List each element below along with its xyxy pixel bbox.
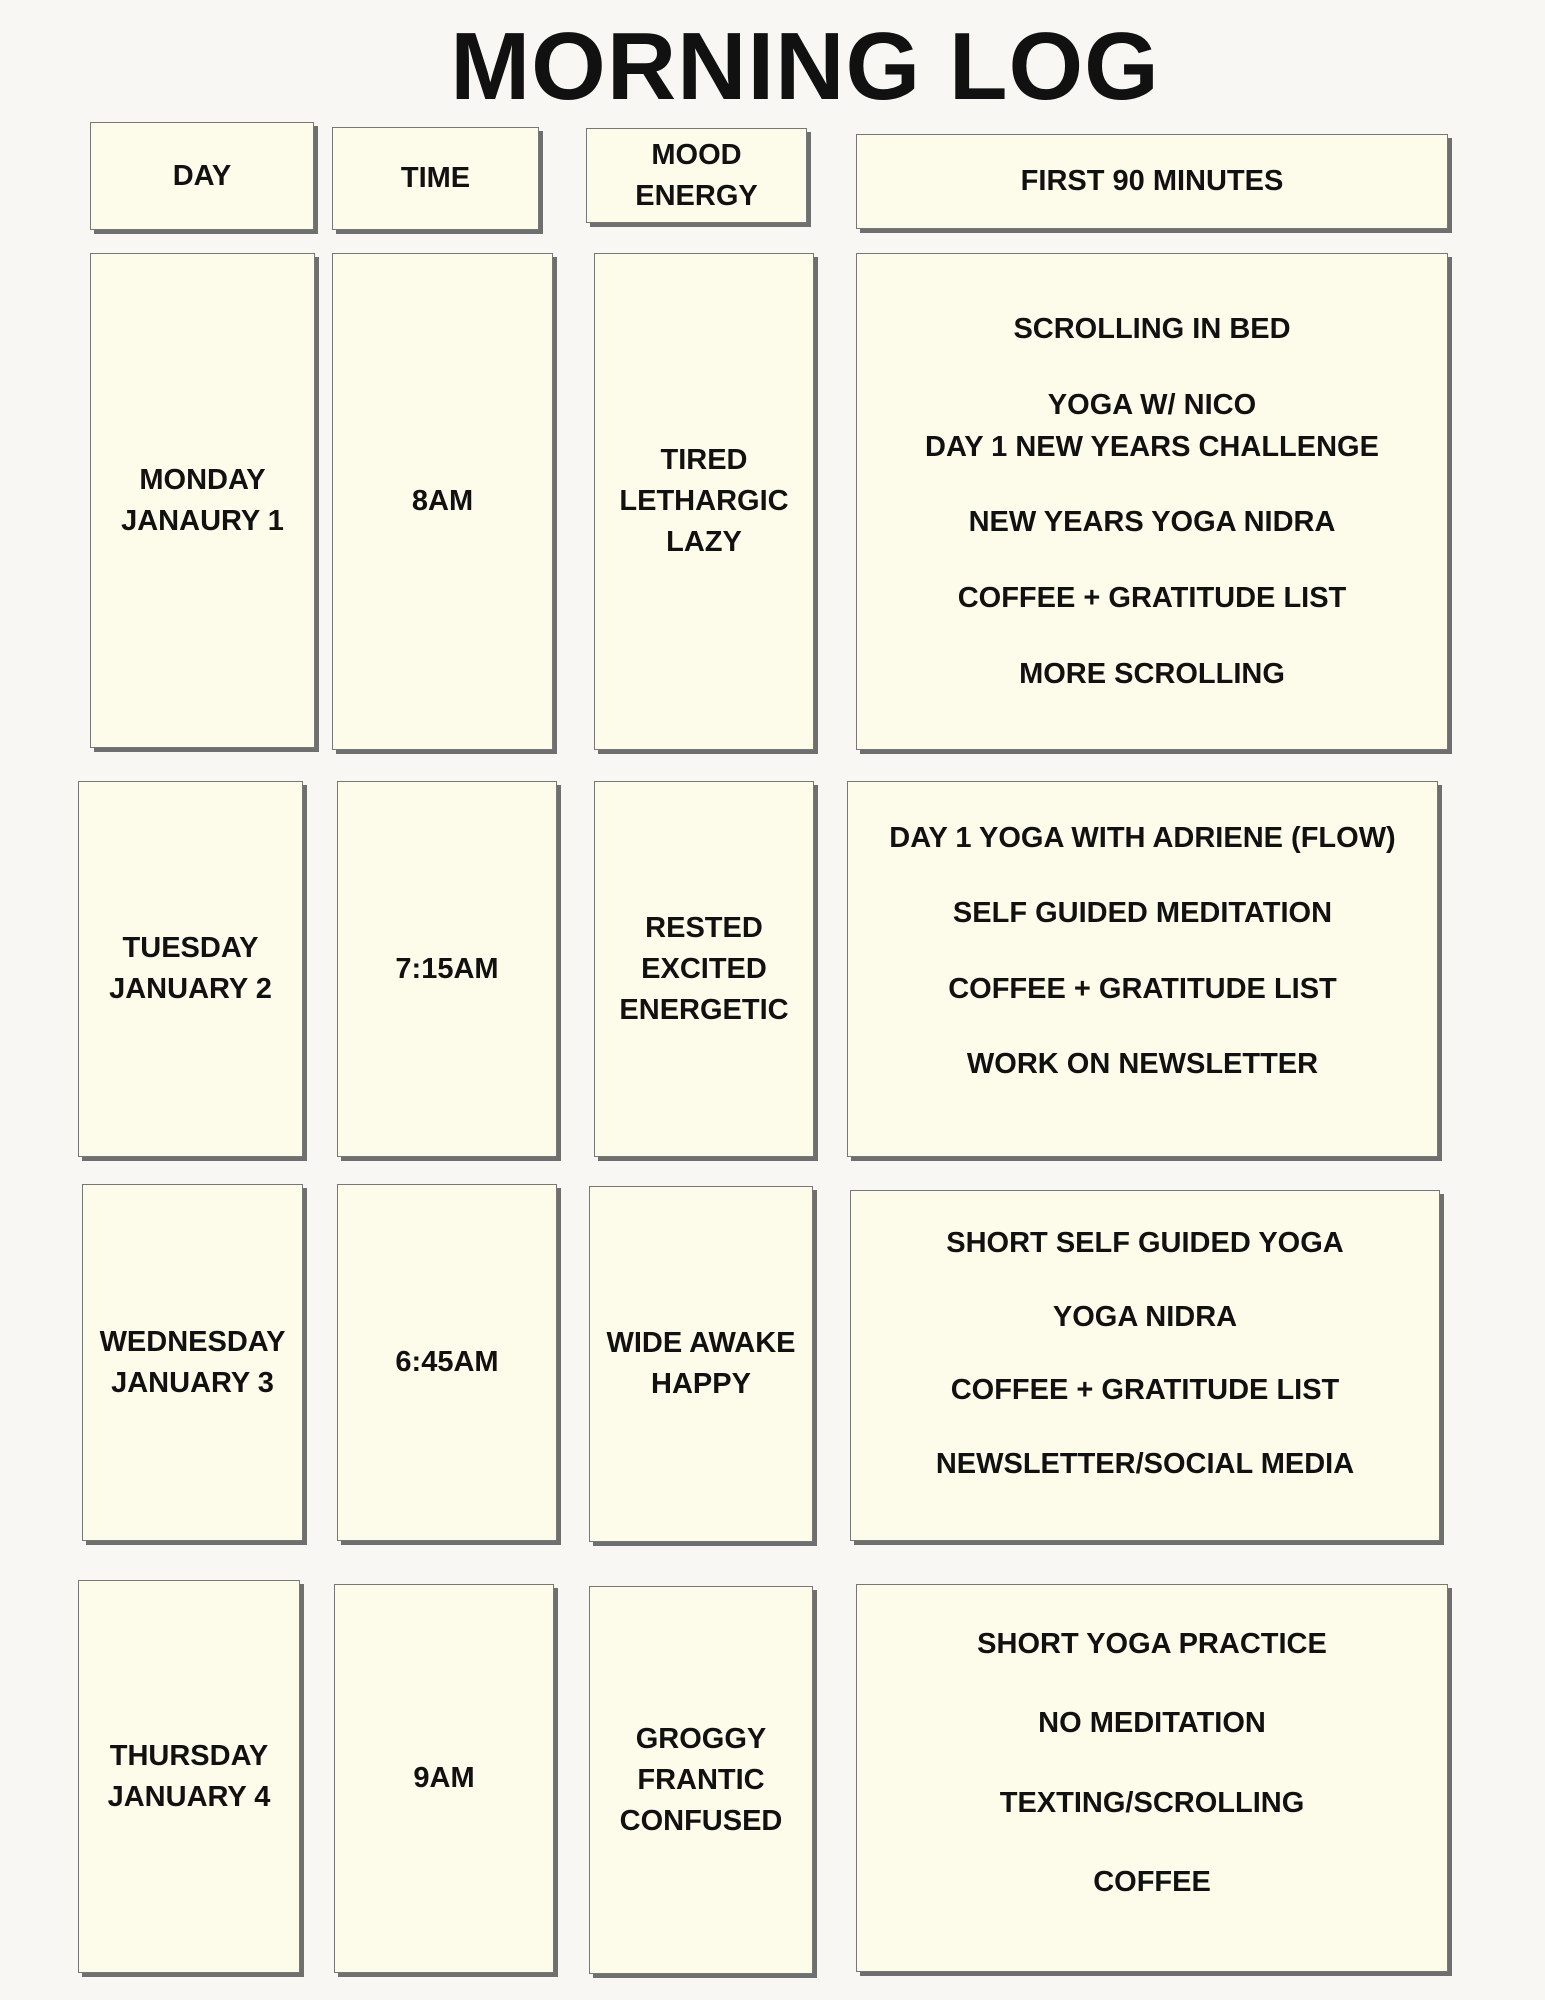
row-2-mood-2: EXCITED	[641, 952, 767, 985]
row-4-time-value: 9AM	[413, 1762, 475, 1794]
row-3-date: JANUARY 3	[111, 1366, 274, 1399]
row-4-activities	[856, 1584, 1448, 1972]
page-title: MORNING LOG	[450, 13, 1160, 120]
row-1-mood-3: LAZY	[666, 526, 742, 558]
header-day-label: DAY	[172, 159, 232, 192]
row-2-activity-2: SELF GUIDED MEDITATION	[952, 897, 1333, 930]
row-2-activity-1: DAY 1 YOGA WITH ADRIENE (FLOW)	[889, 822, 1396, 855]
row-4-mood-2: FRANTIC	[637, 1763, 765, 1796]
row-3-time-value: 6:45AM	[395, 1346, 499, 1378]
header-mood-energy	[586, 128, 807, 223]
row-1-activity-2	[925, 384, 1379, 468]
row-3-mood-1: WIDE AWAKE	[606, 1327, 796, 1359]
row-4-day-name: THURSDAY	[109, 1739, 269, 1772]
row-1-mood	[594, 253, 814, 750]
row-1-activity-4: COFFEE + GRATITUDE LIST	[957, 582, 1347, 615]
row-1-day-name: MONDAY	[139, 463, 266, 496]
row-2-date: JANUARY 2	[109, 973, 272, 1005]
row-1-time-value: 8AM	[411, 485, 474, 517]
header-time	[332, 127, 539, 230]
row-4-mood-1: GROGGY	[635, 1722, 767, 1755]
row-1-activity-2b: DAY 1 NEW YEARS CHALLENGE	[925, 430, 1379, 463]
row-1-activity-1: SCROLLING IN BED	[1013, 312, 1291, 345]
header-energy-label: ENERGY	[635, 179, 758, 212]
header-first-90-minutes	[856, 134, 1448, 229]
header-day	[90, 122, 314, 230]
row-2-activity-4: WORK ON NEWSLETTER	[966, 1047, 1319, 1080]
row-4-activity-3: TEXTING/SCROLLING	[999, 1786, 1305, 1819]
row-3-day	[82, 1184, 303, 1541]
row-1-mood-1: TIRED	[660, 444, 748, 476]
row-1-activity-2a: YOGA W/ NICO	[1047, 388, 1257, 421]
row-2-time-value: 7:15AM	[395, 952, 499, 985]
row-3-time	[337, 1184, 557, 1541]
row-1-activities	[856, 253, 1448, 750]
header-time-label: TIME	[400, 162, 471, 194]
row-2-mood-3: ENERGETIC	[619, 993, 789, 1026]
row-1-date: JANAURY 1	[121, 504, 284, 537]
row-3-activity-4: NEWSLETTER/SOCIAL MEDIA	[935, 1447, 1355, 1480]
row-3-activity-1: SHORT SELF GUIDED YOGA	[946, 1227, 1344, 1260]
row-4-mood	[589, 1586, 813, 1974]
row-3-mood	[589, 1186, 813, 1542]
row-1-mood-2: LETHARGIC	[619, 485, 789, 517]
row-4-mood-3: CONFUSED	[619, 1804, 783, 1837]
header-mood-label: MOOD	[651, 138, 742, 171]
row-2-day-name: TUESDAY	[122, 932, 259, 964]
row-1-activity-3: NEW YEARS YOGA NIDRA	[968, 506, 1336, 539]
row-2-activity-3: COFFEE + GRATITUDE LIST	[948, 972, 1337, 1005]
row-2-day	[78, 781, 303, 1157]
row-2-mood-1: RESTED	[645, 911, 763, 944]
row-4-activity-4: COFFEE	[1093, 1866, 1211, 1899]
row-4-day	[78, 1580, 300, 1973]
row-3-day-name: WEDNESDAY	[99, 1325, 286, 1358]
row-3-activities	[850, 1190, 1440, 1541]
row-4-activity-2: NO MEDITATION	[1038, 1707, 1266, 1740]
row-3-activity-3: COFFEE + GRATITUDE LIST	[950, 1374, 1340, 1407]
row-3-activity-2: YOGA NIDRA	[1052, 1300, 1238, 1333]
row-2-activities	[847, 781, 1438, 1157]
row-4-time	[334, 1584, 554, 1973]
row-1-time	[332, 253, 553, 750]
row-1-activity-5: MORE SCROLLING	[1019, 658, 1285, 691]
row-3-mood-2: HAPPY	[651, 1368, 751, 1400]
row-4-activity-1: SHORT YOGA PRACTICE	[977, 1627, 1327, 1660]
row-4-date: JANUARY 4	[107, 1780, 271, 1813]
row-1-day	[90, 253, 315, 748]
header-first-90-label: FIRST 90 MINUTES	[1020, 165, 1284, 197]
row-2-mood	[594, 781, 814, 1157]
row-2-time	[337, 781, 557, 1157]
